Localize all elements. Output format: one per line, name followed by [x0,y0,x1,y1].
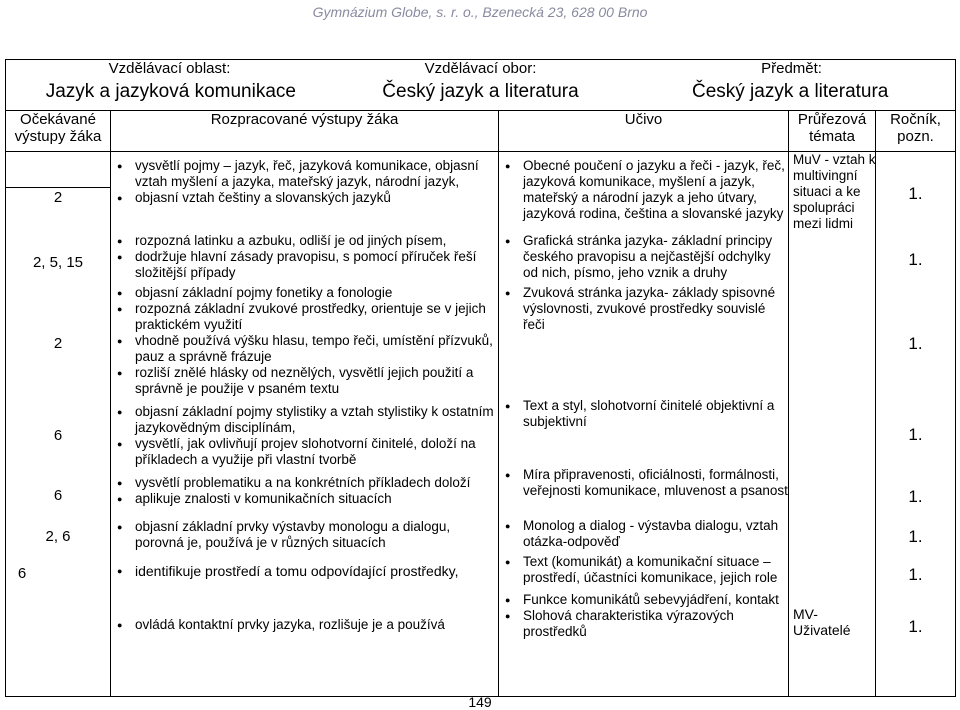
area-label: Vzdělávací oblast: [108,60,231,77]
cross-topic-text: MuV - vztah k multivingní situaci a ke spolupráci mezi lidmi [793,152,876,231]
year-value: 1. [908,617,923,636]
year-value: 1. [908,184,923,203]
col-cross-topics: Průřezová témata [789,111,876,152]
list-item: ● Grafická stránka jazyka- základní principy českého pravopisu a nejčastější odchylky od nich, písmo, jeho vznik a druhy [499,233,788,281]
row-code: 2 [53,335,63,352]
year-value: 1. [908,565,923,584]
curriculum-cell [499,152,789,697]
list-item: ● Monolog a dialog - výstavba dialogu, vztah otázka-odpověď [499,518,788,550]
list-item: ● aplikuje znalosti v komunikačních situacích [111,491,498,507]
year-value: 1. [908,334,923,353]
subject-label: Předmět: [761,60,822,77]
list-item: ● Míra připravenosti, oficiálnosti, formálnosti, veřejnosti komunikace, mluvenost a psanost [499,467,788,499]
year-value: 1. [908,487,923,506]
cross-topics-cell [789,152,876,697]
year-cell [876,152,956,697]
area-value: Jazyk a jazyková komunikace [45,81,296,102]
col-detailed-outcomes: Rozpracované výstupy žáka [111,111,499,152]
list-item: ● ovládá kontaktní prvky jazyka, rozlišuje je a používá [111,617,498,633]
list-item: ● identifikuje prostředí a tomu odpovídající prostředky, [111,563,498,579]
field-label: Vzdělávací obor: [424,60,537,77]
list-item: ● vysvětlí, jak ovlivňují projev slohotvorní činitelé, doloží na příkladech a využije při vlastní tvorbě [111,436,498,468]
list-item: ● objasní základní pojmy fonetiky a fonologie [111,285,498,301]
row-code: 6 [53,427,63,444]
list-item: ● rozpozná latinku a azbuku, odliší je od jiných písem, [111,233,498,249]
codes-cell [6,152,111,697]
row-code: 2 [53,189,63,206]
page-number: 149 [468,694,492,710]
year-value: 1. [908,425,923,444]
row-code: 6 [17,565,27,582]
list-item: ● Zvuková stránka jazyka- základy spisovné výslovnosti, zvukové prostředky souvislé řeči [499,285,788,333]
row-code: 2, 5, 15 [32,254,84,271]
row-code: 6 [53,487,63,504]
list-item: ● Slohová charakteristika výrazových prostředků [499,608,788,640]
list-item: ● vhodně používá výšku hlasu, tempo řeči, umístění přízvuků, pauz a správně frázuje [111,333,498,365]
list-item: ● vysvětlí pojmy – jazyk, řeč, jazyková komunikace, objasní vztah myšlení a jazyka, mateřský jazyk, národní jazyk, [111,158,498,190]
list-item: ● rozliší znělé hlásky od neznělých, vysvětlí jejich použití a správně je použije v psaném textu [111,365,498,397]
list-item: ● rozpozná základní zvukové prostředky, orientuje se v jejich praktickém využití [111,301,498,333]
list-item: ● Text a styl, slohotvorní činitelé objektivní a subjektivní [499,398,788,430]
year-value: 1. [908,250,923,269]
list-item: ● dodržuje hlavní zásady pravopisu, s pomocí příruček řeší složitější případy [111,249,498,281]
col-year: Ročník, pozn. [876,111,956,152]
list-item: ● Obecné poučení o jazyku a řeči - jazyk, řeč, jazyková komunikace, myšlení a jazyk, mateřský a národní jazyk a jeho útvary, jazyková rodina, čeština a slovanské jazyky [499,158,788,222]
list-item: ● Funkce komunikátů sebevyjádření, kontakt [499,592,788,608]
year-value: 1. [908,527,923,546]
page-header: Gymnázium Globe, s. r. o., Bzenecká 23, 628 00 Brno [312,4,648,20]
list-item: ● objasní základní prvky výstavby monologu a dialogu, porovná je, používá je v různých situacích [111,519,498,551]
list-item: ● objasní vztah češtiny a slovanských jazyků [111,190,498,206]
list-item: ● objasní základní pojmy stylistiky a vztah stylistiky k ostatním jazykovědným disciplínám, [111,404,498,436]
col-expected-outcomes: Očekávané výstupy žáka [6,111,111,152]
list-item: ● Text (komunikát) a komunikační situace – prostředí, účastníci komunikace, jejich role [499,554,788,586]
list-item: ● vysvětlí problematiku a na konkrétních příkladech doloží [111,475,498,491]
field-value: Český jazyk a literatura [382,81,579,102]
subject-header [6,60,956,111]
row-code: 2, 6 [45,528,71,545]
subject-value: Český jazyk a literatura [691,81,889,102]
curriculum-table [5,59,956,697]
col-curriculum: Učivo [499,111,789,152]
cross-topic-text: MV- Uživatelé [793,606,851,638]
